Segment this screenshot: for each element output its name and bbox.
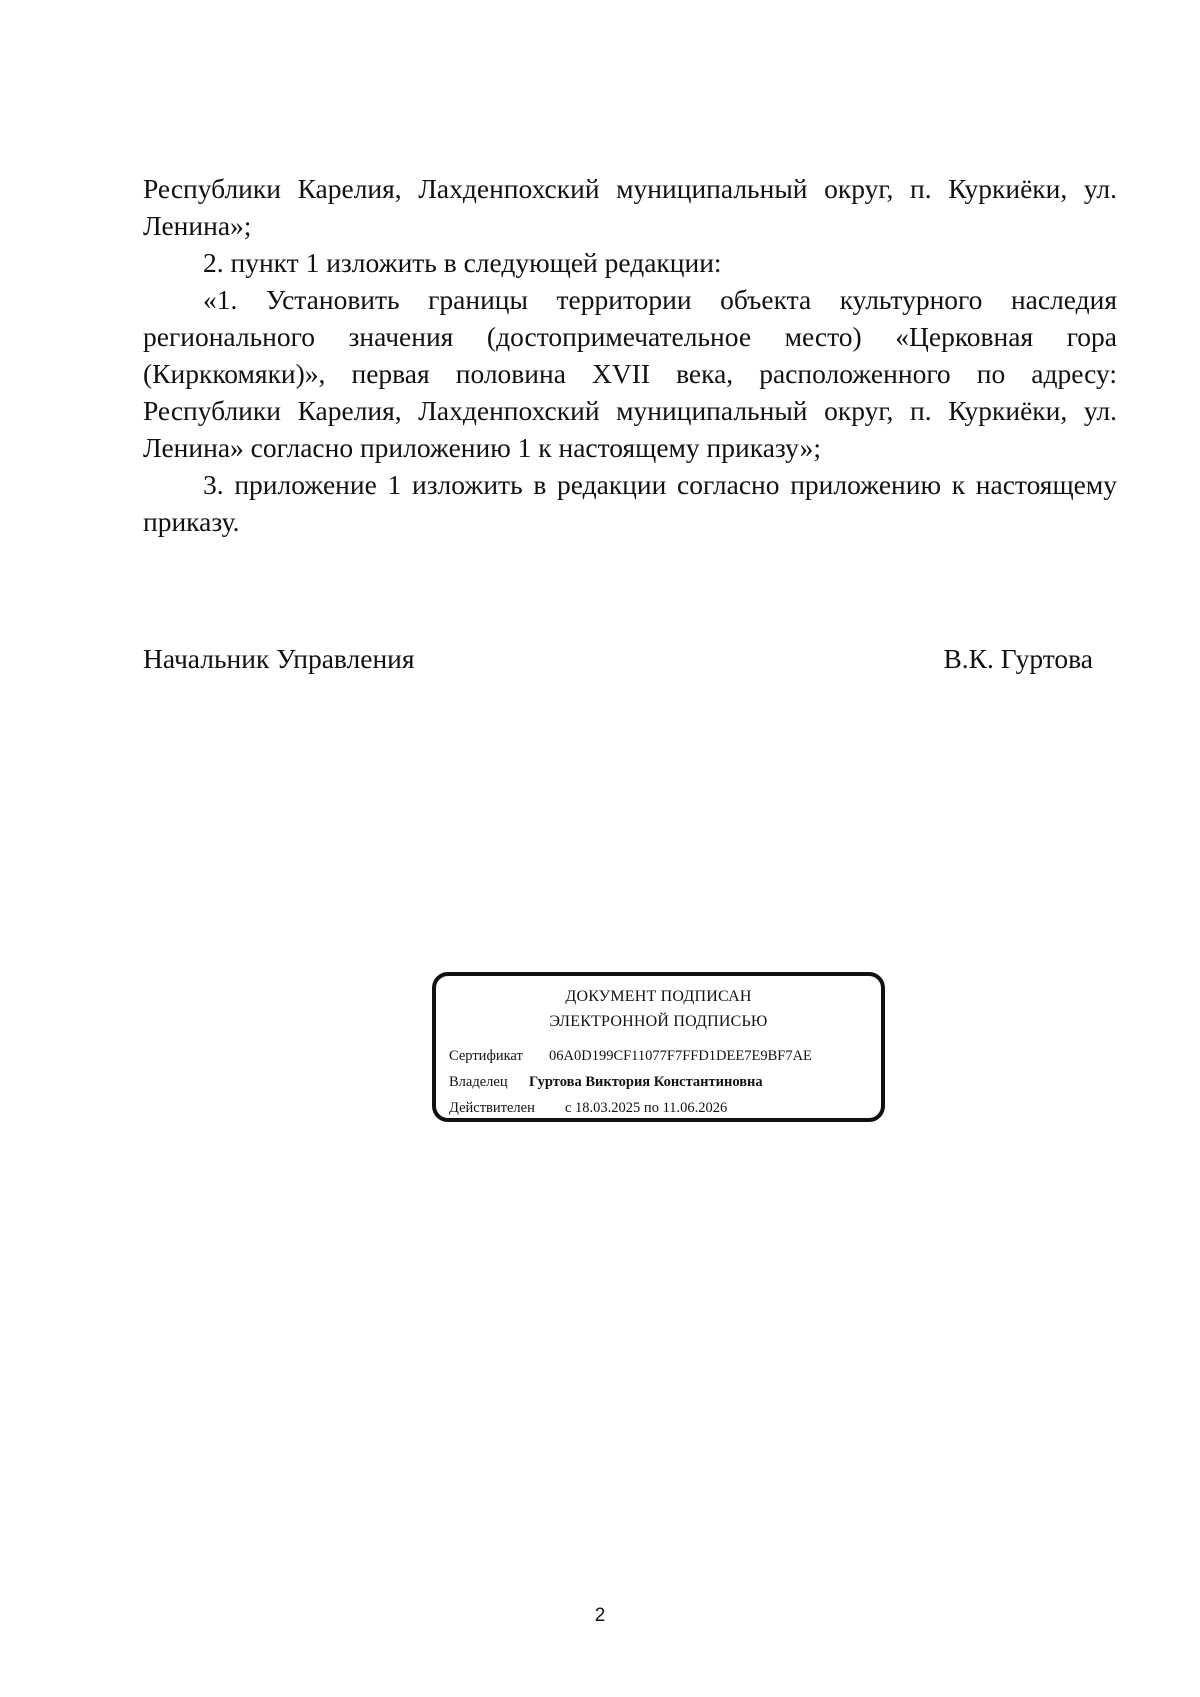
paragraph-item-2: 2. пункт 1 изложить в следующей редакции: [203,247,722,278]
validity-label: Действителен [449,1100,535,1116]
page-number: 2 [594,1605,606,1626]
paragraph-item-3: 3. приложение 1 изложить в редакции согласно приложению к настоящему приказу. [143,469,1117,537]
validity-value: с 18.03.2025 по 11.06.2026 [565,1100,728,1116]
document-body [143,170,1117,540]
signatory-title: Начальник Управления [143,643,415,674]
stamp-header-line-2: ЭЛЕКТРОННОЙ ПОДПИСЬЮ [549,1013,768,1030]
owner-value: Гуртова Виктория Константиновна [529,1074,763,1090]
electronic-signature-stamp [432,972,885,1122]
paragraph-address-continuation: Республики Карелия, Лахденпохский муниципальный округ, п. Куркиёки, ул. Ленина»; [143,173,1117,241]
stamp-certificate-row [449,1048,812,1065]
owner-label: Владелец [449,1074,508,1090]
stamp-header [436,984,881,1034]
stamp-validity-row [449,1100,728,1117]
certificate-label: Сертификат [449,1048,523,1064]
certificate-value: 06A0D199CF11077F7FFD1DEE7E9BF7AE [549,1048,812,1064]
paragraph-item-1-new-wording: «1. Установить границы территории объекта культурного наследия регионального значения (достопримечательное место) «Церковная гора (Кирккомяки)», первая половина XVII века, расположенного по адресу: Республики Карелия, Лахденпохский муниципальный округ, п. Куркиёки, ул. Ленина» согласно приложению 1 к настоящему приказу»; [143,284,1117,463]
stamp-header-line-1: ДОКУМЕНТ ПОДПИСАН [565,988,752,1005]
signatory-name: В.К. Гуртова [943,643,1093,674]
stamp-owner-row [449,1074,763,1091]
